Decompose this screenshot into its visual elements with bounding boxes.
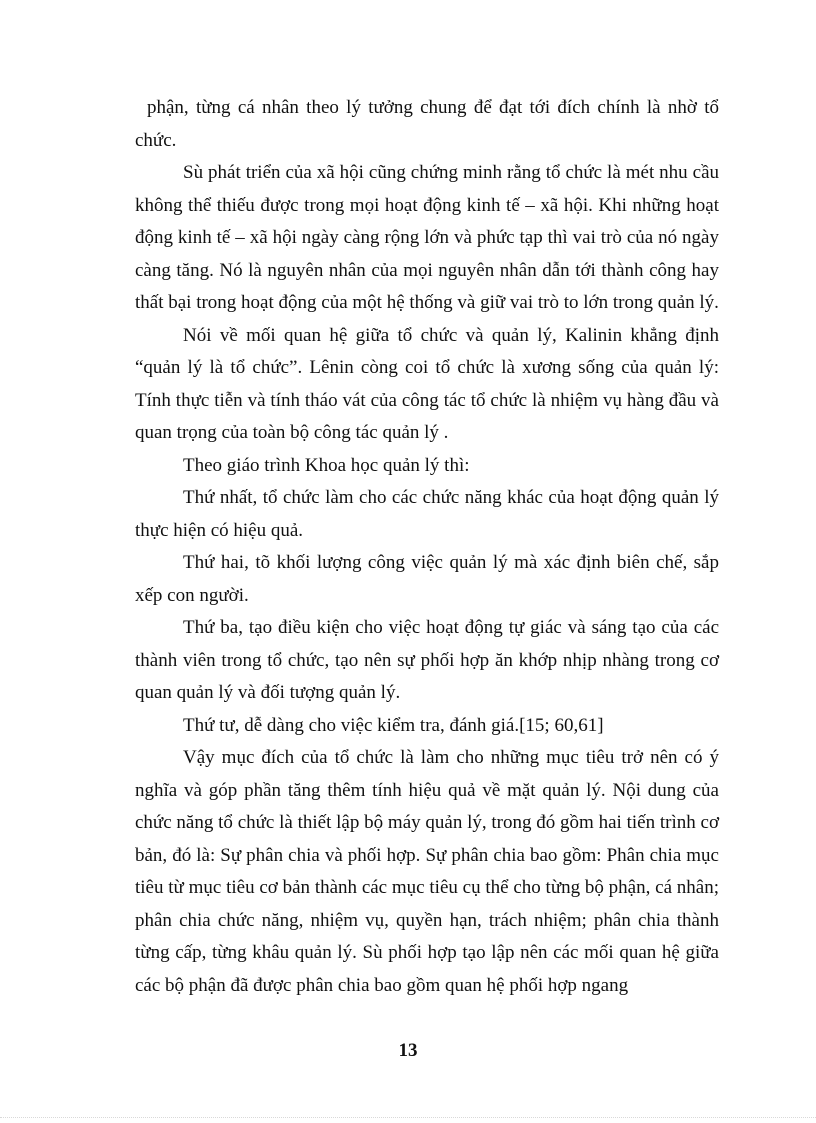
- paragraph-third-point: Thứ ba, tạo điều kiện cho việc hoạt động tự giác và sáng tạo của các thành viên trong tổ chức, tạo nên sự phối hợp ăn khớp nhịp nhàng trong cơ quan quản lý và đối tượng quản lý.: [135, 617, 719, 703]
- page-bottom-divider: [0, 1117, 816, 1118]
- page-body: [135, 92, 719, 1002]
- paragraph-first-point: Thứ nhất, tổ chức làm cho các chức năng khác của hoạt động quản lý thực hiện có hiệu quả.: [135, 487, 719, 541]
- paragraph-organization-management: Nói về mối quan hệ giữa tổ chức và quản lý, Kalinin khẳng định “quản lý là tổ chức”. Lênin còng coi tổ chức là xương sống của quản lý: Tính thực tiễn và tính tháo vát của công tác tổ chức là nhiệm vụ hàng đầu và quan trọng của toàn bộ công tác quản lý .: [135, 324, 719, 443]
- page-number: 13: [398, 1040, 418, 1061]
- paragraph-second-point: Thứ hai, tõ khối lượng công việc quản lý mà xác định biên chế, sắp xếp con người.: [135, 552, 719, 606]
- paragraph-purpose: Vậy mục đích của tổ chức là làm cho những mục tiêu trở nên có ý nghĩa và góp phần tăng thêm tính hiệu quả về mặt quản lý. Nội dung của chức năng tổ chức là thiết lập bộ máy quản lý, trong đó gồm hai tiến trình cơ bản, đó là: Sự phân chia và phối hợp. Sự phân chia bao gồm: Phân chia mục tiêu từ mục tiêu cơ bản thành các mục tiêu cụ thể cho từng bộ phận, cá nhân; phân chia chức năng, nhiệm vụ, quyền hạn, trách nhiệm; phân chia thành từng cấp, từng khâu quản lý. Sù phối hợp tạo lập nên các mối quan hệ giữa các bộ phận đã được phân chia bao gồm quan hệ phối hợp ngang: [135, 747, 719, 996]
- paragraph-social-development: Sù phát triển của xã hội cũng chứng minh rằng tổ chức là mét nhu cầu không thể thiếu được trong mọi hoạt động kinh tế – xã hội. Khi những hoạt động kinh tế – xã hội ngày càng rộng lớn và phức tạp thì vai trò của nó ngày càng tăng. Nó là nguyên nhân của mọi nguyên nhân dẫn tới thành công hay thất bại trong hoạt động của một hệ thống và giữ vai trò to lớn trong quản lý.: [135, 162, 719, 313]
- paragraph-textbook-intro: Theo giáo trình Khoa học quản lý thì:: [183, 454, 470, 476]
- paragraph-fourth-point: Thứ tư, dễ dàng cho việc kiểm tra, đánh giá.[15; 60,61]: [183, 714, 604, 736]
- paragraph-continuation: phận, từng cá nhân theo lý tưởng chung để đạt tới đích chính là nhờ tổ chức.: [135, 97, 719, 151]
